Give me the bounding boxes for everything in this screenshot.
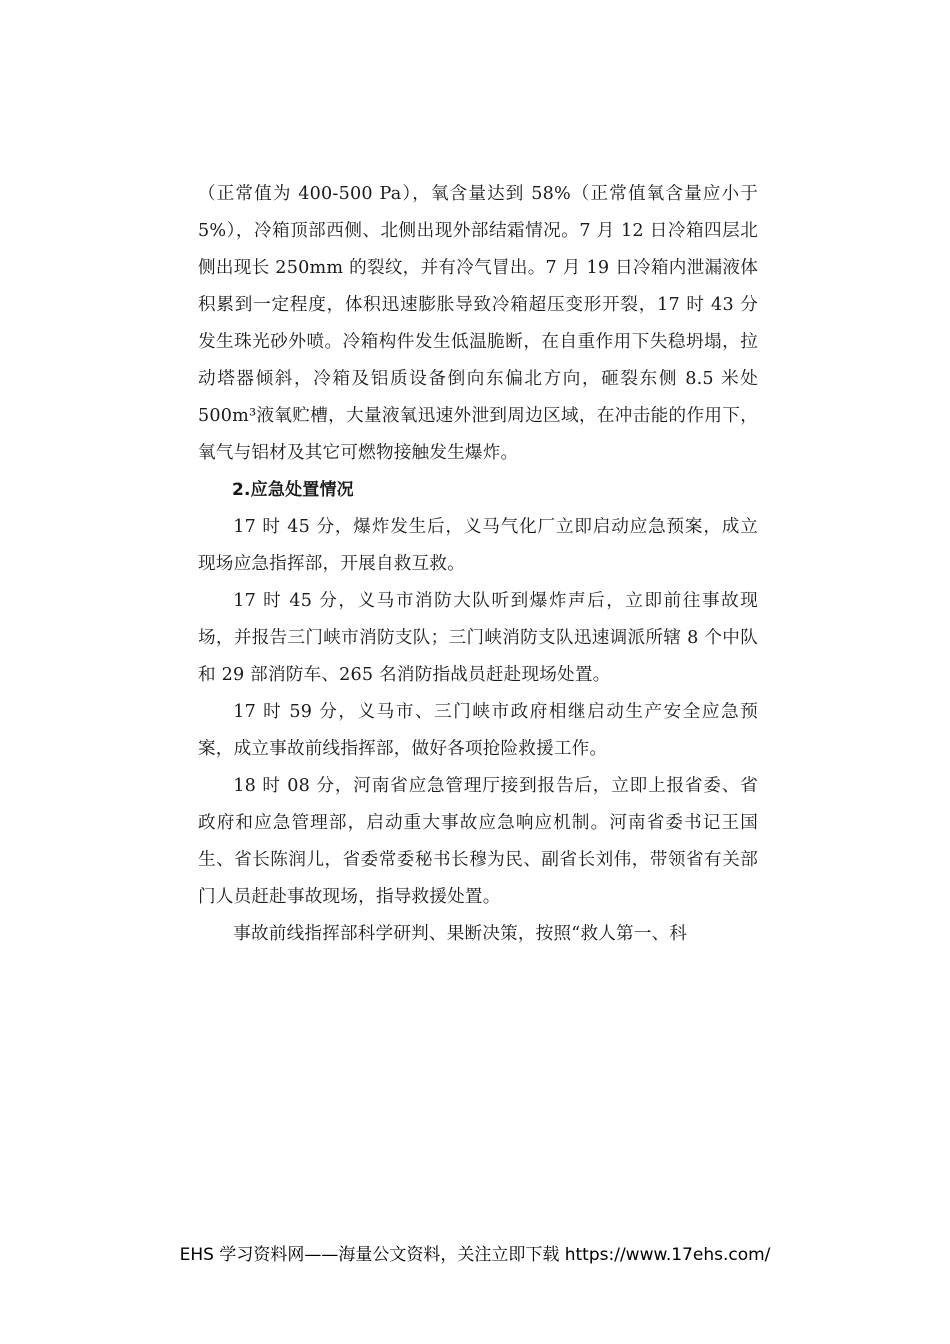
paragraph: 事故前线指挥部科学研判、果断决策，按照“救人第一、科: [233, 924, 688, 944]
document-body: [198, 176, 758, 953]
paragraph: 18 时 08 分，河南省应急管理厅接到报告后，立即上报省委、省政府和应急管理部，启动重大事故应急响应机制。河南省委书记王国生、省长陈润儿，省委常委秘书长穆为民、副省长刘伟，带领省有关部门人员赶赴事故现场，指导救援处置。: [198, 776, 758, 907]
paragraph: 17 时 45 分，义马市消防大队听到爆炸声后，立即前往事故现场，并报告三门峡市消防支队；三门峡消防支队迅速调派所辖 8 个中队和 29 部消防车、265 名消防指战员赶赴现场处置。: [198, 591, 758, 685]
paragraph: 17 时 45 分，爆炸发生后，义马气化厂立即启动应急预案，成立现场应急指挥部，开展自救互救。: [198, 517, 758, 574]
paragraph: 17 时 59 分，义马市、三门峡市政府相继启动生产安全应急预案，成立事故前线指挥部，做好各项抢险救援工作。: [198, 702, 758, 759]
footer-watermark-text: EHS 学习资料网——海量公文资料，关注立即下载 https://www.17ehs.com/: [179, 1245, 771, 1265]
paragraph-continued: （正常值为 400-500 Pa），氧含量达到 58%（正常值氧含量应小于 5%），冷箱顶部西侧、北侧出现外部结霜情况。7 月 12 日冷箱四层北侧出现长 250mm 的裂纹，并有冷气冒出。7 月 19 日冷箱内泄漏液体积累到一定程度，体积迅速膨胀导致冷箱超压变形开裂，17 时 43 分发生珠光砂外喷。冷箱构件发生低温脆断，在自重作用下失稳坍塌，拉动塔器倾斜，冷箱及铝质设备倒向东偏北方向，砸裂东侧 8.5 米处 500m³液氧贮槽，大量液氧迅速外泄到周边区域，在冲击能的作用下，氧气与铝材及其它可燃物接触发生爆炸。: [198, 184, 758, 463]
section-heading: 2.应急处置情况: [232, 480, 354, 500]
